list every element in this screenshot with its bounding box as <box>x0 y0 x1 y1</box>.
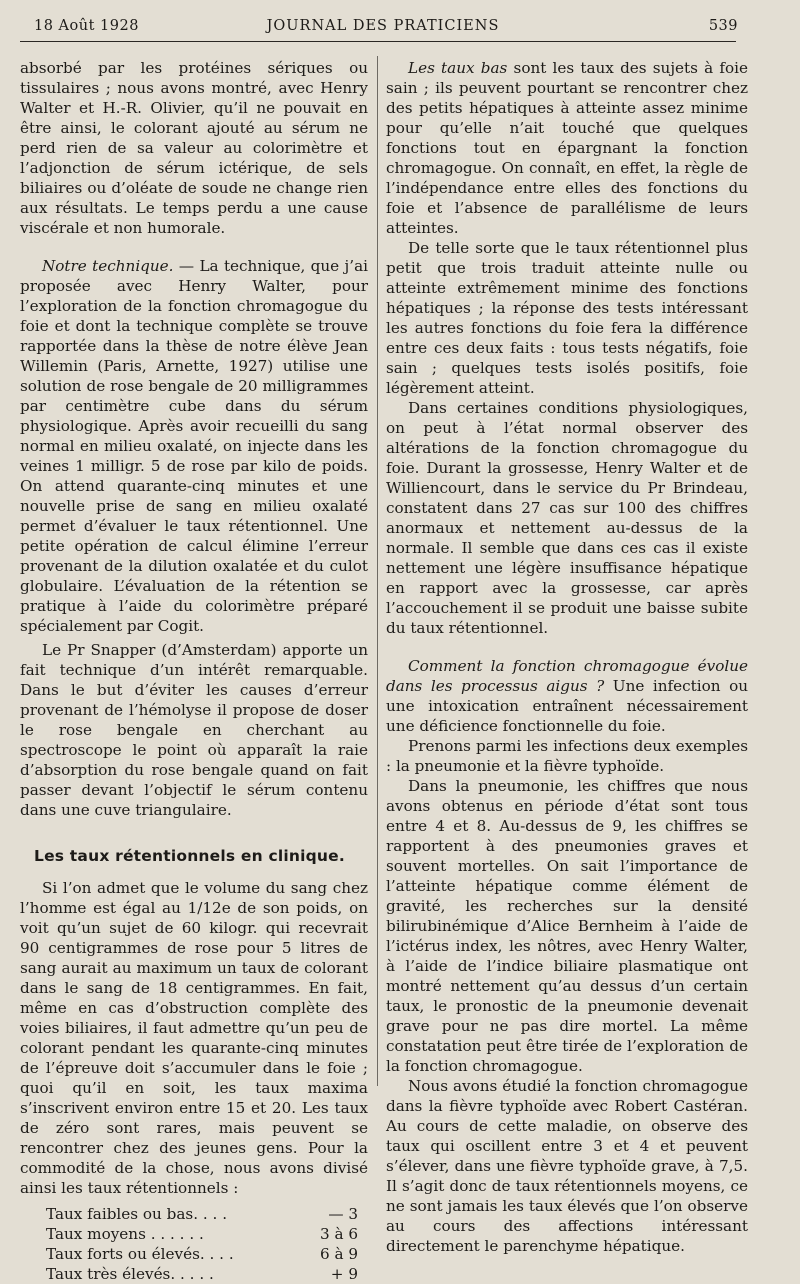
journal-title: JOURNAL DES PRATICIENS <box>266 18 500 34</box>
paragraph-text: — La technique, que j’ai proposée avec Henry Walter, pour l’exploration de la fonction chromagogue du foie et dont la technique complète se trouve rapportée dans la thèse de notre élève Jean Willemin (Paris, Arnette, 1927) utilise une solution de rose bengale de 20 milligrammes par centimètre cube dans du sérum physiologique. Après avoir recueilli du sang normal en milieu oxalaté, on injecte dans les veines 1 milligr. 5 de rose par kilo de poids. On attend quarante-cinq minutes et une nouvelle prise de sang en milieu oxalaté permet d’évaluer le taux rétentionnel. Une petite opération de calcul élimine l’erreur provenant de la dilution oxalatée et du culot globulaire. L’évaluation de la rétention se pratique à l’aide du colorimètre préparé spécialement par Cogit. <box>20 257 368 635</box>
column-divider <box>377 56 378 1086</box>
paragraph <box>386 656 748 736</box>
rate-row <box>46 1204 358 1224</box>
paragraph: Dans certaines conditions physiologiques, on peut à l’état normal observer des altérations de la fonction chromagogue du foie. Durant la grossesse, Henry Walter et de Williencourt, dans le service du Pr Brindeau, constatent dans 27 cas sur 100 des chiffres anormaux et nettement au-dessus de la normale. Il semble que dans ces cas il existe nettement une légère insuffisance hépatique en rapport avec la grossesse, car après l’accouchement il se produit une baisse subite du taux rétentionnel. <box>386 399 748 637</box>
paragraph: Si l’on admet que le volume du sang chez l’homme est égal au 1/12e de son poids, on voit qu’un sujet de 60 kilogr. qui recevrait 90 centigrammes de rose pour 5 litres de sang aurait au maximum un taux de colorant dans le sang de 18 centigrammes. En fait, même en cas d’obstruction complète des voies biliaires, il faut admettre qu’un peu de colorant pendant les quarante-cinq minutes de l’épreuve doit s’accumuler dans le foie ; quoi qu’il en soit, les taux maxima s’inscrivent environ entre 15 et 20. Les taux de zéro sont rares, mais peuvent se rencontrer chez des jeunes gens. Pour la commodité de la chose, nous avons divisé ainsi les taux rétentionnels : <box>20 879 368 1197</box>
section-heading: Les taux rétentionnels en clinique. <box>34 847 345 865</box>
paragraph: Le Pr Snapper (d’Amsterdam) apporte un fait technique d’un intérêt remarquable. Dans le but d’éviter les causes d’erreur provenant de l’hémolyse il propose de doser le rose bengale en cherchant au spectroscope le point où apparaît la raie d’absorption du rose bengale quand on fait passer devant l’objectif le sérum contenu dans une cuve triangulaire. <box>20 641 368 819</box>
paragraph: De telle sorte que le taux rétentionnel plus petit que trois traduit atteinte nulle ou atteinte extrêmement minime des fonctions hépatiques ; la réponse des tests intéressant les autres fonctions du foie fera la différence entre ces deux faits : tous tests négatifs, foie sain ; quelques tests isolés positifs, foie légèrement atteint. <box>386 239 748 397</box>
rate-label: Taux forts ou élevés. . . . <box>46 1245 234 1263</box>
paragraph-text: sont les taux des sujets à foie sain ; ils peuvent pourtant se rencontrer chez des petits hépatiques à atteinte assez minime pour qu’elle n’ait touché que quelques fonctions tout en épargnant la fonction chromagogue. On connaît, en effet, la règle de l’indépendance entre elles des fonctions du foie et l’absence de parallélisme de leurs atteintes. <box>386 59 748 237</box>
page-header <box>28 18 738 40</box>
issue-date: 18 Août 1928 <box>34 18 139 34</box>
retention-rate-table <box>20 1204 358 1284</box>
paragraph-heading: Comment la fonction chromagogue évolue dans les processus aigus ? <box>386 657 748 695</box>
right-column <box>386 58 748 1256</box>
rate-row <box>46 1244 358 1264</box>
paragraph-heading: Notre technique. <box>42 257 174 275</box>
rate-row <box>46 1264 358 1284</box>
paragraph: Dans la pneumonie, les chiffres que nous avons obtenus en période d’état sont tous entre 4 et 8. Au-dessus de 9, les chiffres se rapportent à des pneumonies graves et souvent mortelles. On sait l’importance de l’atteinte hépatique comme élément de gravité, les recherches sur la densité bilirubinémique d’Alice Bernheim à l’aide de l’ictérus index, les nôtres, avec Henry Walter, à l’aide de l’indice biliaire plasmatique ont montré nettement qu’au dessus d’un certain taux, le pronostic de la pneumonie devenait grave pour ne pas dire mortel. La même constatation peut être tirée de l’exploration de la fonction chromagogue. <box>386 777 748 1075</box>
paragraph: absorbé par les protéines sériques ou tissulaires ; nous avons montré, avec Henry Walter et H.-R. Olivier, qu’il ne pouvait en être ainsi, le colorant ajouté au sérum ne perd rien de sa valeur au colorimètre et l’adjonction de sérum ictérique, de sels biliaires ou d’oléate de soude ne change rien aux résultats. Le temps perdu a une cause viscérale et non humorale. <box>20 59 368 237</box>
page-number: 539 <box>708 18 738 34</box>
paragraph <box>20 256 368 636</box>
rate-value: — 3 <box>328 1205 358 1223</box>
rate-value: 6 à 9 <box>319 1245 358 1263</box>
rate-label: Taux moyens . . . . . . <box>46 1225 204 1243</box>
rate-label: Taux faibles ou bas. . . . <box>46 1205 228 1223</box>
rate-label: Taux très élevés. . . . . <box>46 1265 214 1283</box>
rate-value: + 9 <box>330 1265 358 1283</box>
paragraph <box>386 58 748 238</box>
rate-row <box>46 1224 358 1244</box>
paragraph-text: Une infection ou une intoxication entraînent nécessairement une déficience fonctionnelle du foie. <box>386 677 748 735</box>
paragraph: Prenons parmi les infections deux exemples : la pneumonie et la fièvre typhoïde. <box>386 737 748 775</box>
header-rule <box>20 41 736 42</box>
left-column <box>20 58 368 1284</box>
rate-value: 3 à 6 <box>319 1225 358 1243</box>
paragraph-heading: Les taux bas <box>408 59 508 77</box>
paragraph: Nous avons étudié la fonction chromagogue dans la fièvre typhoïde avec Robert Castéran. Au cours de cette maladie, on observe des taux qui oscillent entre 3 et 4 et peuvent s’élever, dans une fièvre typhoïde grave, à 7,5. Il s’agit donc de taux rétentionnels moyens, ce ne sont jamais les taux élevés que l’on observe au cours des affections intéressant directement le parenchyme hépatique. <box>386 1077 748 1255</box>
